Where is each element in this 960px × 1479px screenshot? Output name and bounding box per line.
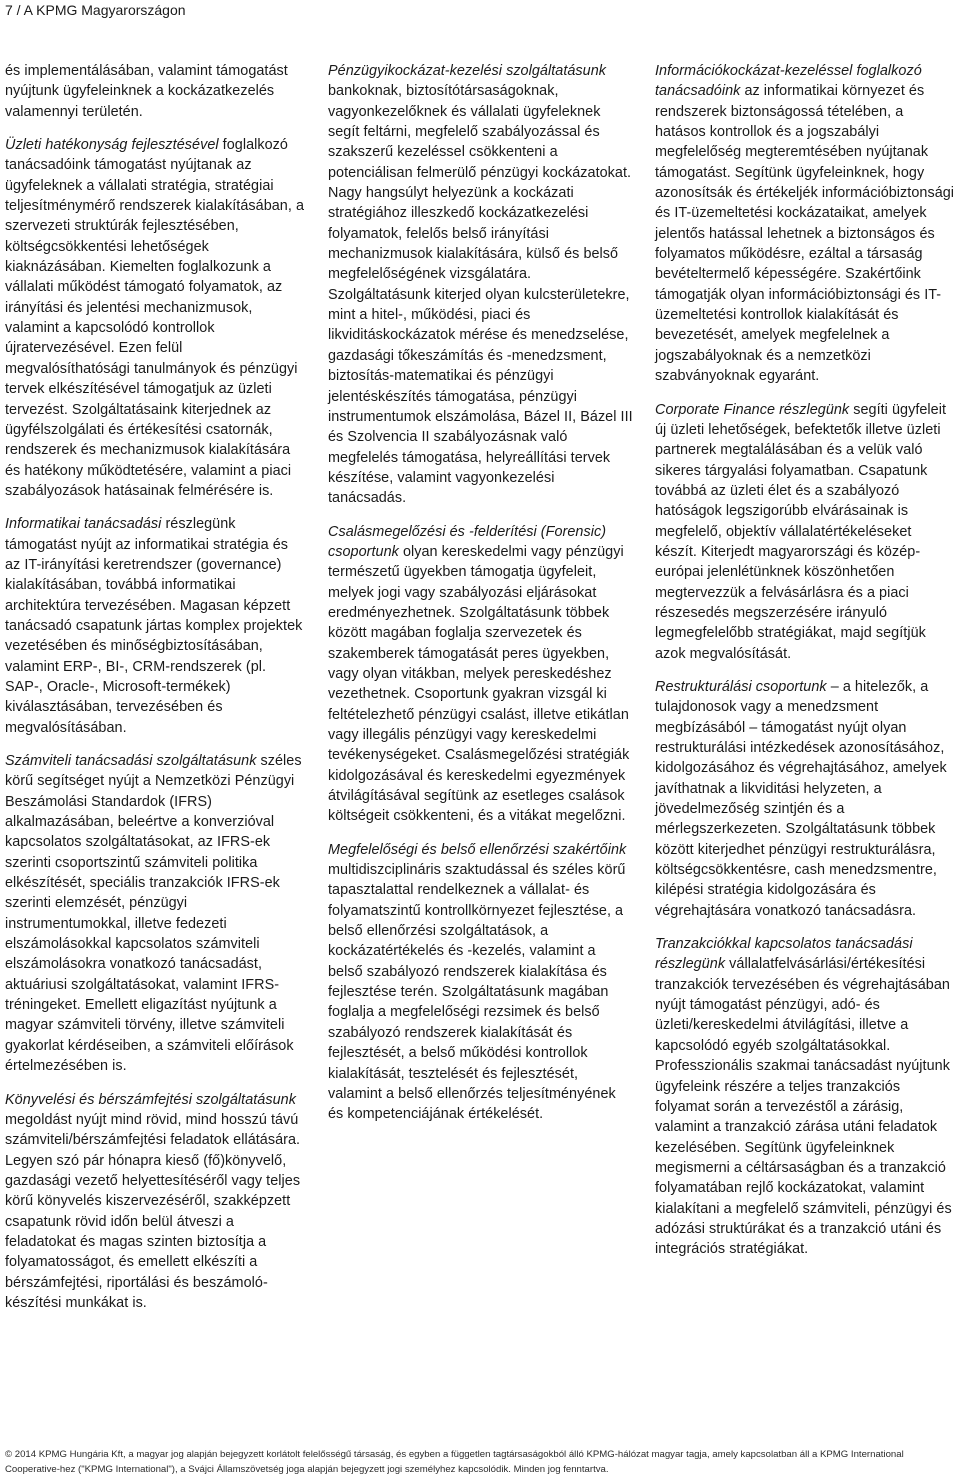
paragraph-text: vállalatfelvásárlási/értékesítési tranzakciók tervezésében és végrehajtásában nyújt támogatást pénzügyi, adó- és üzleti/kereskedelmi átvilágítási, illetve a kapcsolódó egyéb szolgáltatásokkal. Professzionális szakmai tanácsadást nyújtunk ügyfeleink részére a teljes tranzakciós folyamat során a tervezéstől a zárásig, valamint a tranzakció zárása utáni feladatok kezelésében. Segítünk ügyfeleinknek megismerni a céltársaságban és a tranzakció folyamatában rejlő kockázatokat, valamint kialakítani a megfelelő számviteli, pénzügyi és adózási struktúrákat és a tranzakció utáni és integrációs stratégiákat.: [655, 956, 952, 1258]
text-column-middle: [328, 61, 633, 1138]
section-heading-bookkeeping-payroll: Könyvelési és bérszámfejtési szolgáltatásunk: [5, 1091, 296, 1108]
copyright-footer: © 2014 KPMG Hungária Kft, a magyar jog alapján bejegyzett korlátolt felelősségű társaság, és egyben a független tagtársaságokból álló KPMG-hálózat magyar tagja, amely kapcsolatban áll a KPMG International Cooperative-hez ("KPMG International"), a Svájci Államszövetség joga alapján bejegyzett jogi személyhez kapcsolódik. Minden jog fenntartva.: [5, 1449, 904, 1475]
paragraph-restructuring: [655, 677, 955, 921]
paragraph-transactions: [655, 934, 955, 1260]
paragraph-text: – a hitelezők, a tulajdonosok vagy a menedzsment megbízásából – támogatást nyújt olyan restrukturálási intézkedések azonosításához, kidolgozásához és végrehajtásához, amelyek javíthatnak a likviditási helyzeten, a jövedelmezőség szintjén és a mérlegszerkezeten. Szolgáltatásunk többek között kiterjedhet pénzügyi restrukturálásra, költségcsökkentésre, cash menedzsmentre, kilépési stratégia kidolgozására és végrehajtására vonatkozó tanácsadásra.: [655, 678, 947, 919]
section-heading-it-advisory: Informatikai tanácsadási: [5, 516, 162, 533]
paragraph-it-advisory: [5, 514, 305, 738]
paragraph-text: széles körű segítséget nyújt a Nemzetközi Pénzügyi Beszámolási Standardok (IFRS) alkalmazásában, beleértve a konverzióval kapcsolatos szolgáltatásokat, az IFRS-ek szerinti csoportszintű számviteli politika elkészítését, speciális tranzakciók IFRS-ek szerinti elemzését, pénzügyi instrumentumokkal, illetve fedezeti elszámolásokkal kapcsolatos számviteli elszámolásokra vonatkozó tanácsadást, aktuáriusi szolgáltatásokat, valamint IFRS-tréningeket. Emellett eligazítást nyújtunk a magyar számviteli törvény, illetve számviteli gyakorlat kérdéseiben, a számviteli előírások értelmezésében is.: [5, 753, 302, 1075]
section-heading-transactions: Tranzakciókkal kapcsolatos tanácsadási részlegünk: [655, 936, 913, 973]
paragraph-text: bankoknak, biztosítótársaságoknak, vagyonkezelőknek és vállalati ügyfeleknek segít feltárni, megfelelő szabályozással és szakszerű kezeléssel csökkenteni a potenciálisan felmerülő pénzügyi kockázatokat. Nagy hangsúlyt helyezünk a kockázati stratégiához illeszkedő kockázatkezelési folyamatok, felelős belső irányítási mechanizmusok kialakítására, külső és belső megfelelőségének vizsgálatára. Szolgáltatásunk kiterjed olyan kulcsterületekre, mint a hitel-, működési, piaci és likviditáskockázatok mérése és menedzselése, gazdasági tőkeszámítás és -menedzsment, biztosítás-matematikai és pénzügyi jelentéskészítés támogatása, pénzügyi instrumentumok elszámolása, Bázel II, Bázel III és Szolvencia II szabályozásnak való megfelelés támogatása, helyreállítási tervek készítése, valamint vagyonkezelési tanácsadás.: [328, 83, 633, 507]
paragraph-text: az informatikai környezet és rendszerek biztonságossá tételében, a hatásos kontrollok és a jogszabályi megfelelőség megteremtésében nyújtanak támogatást. Segítünk ügyfeleinknek, hogy azonosítsák és értékeljék információbiztonsági és IT-üzemeltetési kockázataikat, amelyek jelentős hatással lehetnek a biztonságos és folyamatos működésre, ezáltal a társaság bevételtermelő képességére. Szakértőink támogatják olyan információbiztonsági és IT-üzemeltetési kontrollok kialakítását és bevezetését, amelyek megfelelnek a jogszabályoknak és a nemzetközi szabványoknak egyaránt.: [655, 83, 955, 385]
paragraph-text: foglalkozó tanácsadóink támogatást nyújtanak az ügyfeleknek a vállalati stratégia, stratégiai teljesítménymérő rendszerek kialakításában, a szervezeti struktúrák fejlesztésében, költségcsökkentési lehetőségek kiaknázásában. Kiemelten foglalkozunk a vállalati működést támogató folyamatok, az irányítási és jelentési mechanizmusok, valamint a kapcsolódó kontrollok újratervezésével. Ezen felül megvalósíthatósági tanulmányok és pénzügyi tervek elkészítésével támogatjuk az üzleti tervezést. Szolgáltatásaink kiterjednek az ügyfélszolgálati és értékesítési csatornák, rendszerek és mechanizmusok kialakítására és hatékony működtetésére, valamint a piaci szabályozások hatásainak felmérésére is.: [5, 137, 305, 499]
paragraph-corporate-finance: [655, 400, 955, 664]
section-heading-restructuring: Restrukturálási csoportunk: [655, 678, 827, 695]
paragraph-accounting-advisory: [5, 751, 305, 1077]
paragraph-text: segíti ügyfeleit új üzleti lehetőségek, befektetők illetve üzleti partnerek megtalálásában és a velük való sikeres tárgyalási folyamatban. Csapatunk továbbá az üzleti élet és a szabályozó hatóságok legszigorúbb elvárásainak is megfelelő, objektív vállalatértékeléseket készít. Kiterjedt magyarországi és közép-európai jelenlétünknek köszönhetően megtervezzük a felvásárlásra és a piaci részesedés megszerzésére irányuló legmegfelelőbb stratégiákat, majd segítjük azok megvalósítását.: [655, 401, 947, 662]
paragraph-text: olyan kereskedelmi vagy pénzügyi természetű ügyekben támogatja ügyfeleit, melyek jogi vagy szabályozási eljárásokat eredményezhetnek. Szolgáltatásunk többek között magában foglalja szervezetek és szakemberek támogatását peres ügyekben, vagy olyan vitákban, melyek pereskedéshez vezethetnek. Csoportunk gyakran vizsgál ki feltételezhető pénzügyi csalást, illetve etikátlan vagy illegális pénzügyi vagy kereskedelmi tevékenységeket. Csalásmegelőzési stratégiák kidolgozásával és kereskedelmi egyezmények átvilágításával segítünk az esetleges csalások költségeit csökkenteni, és a vitákat megelőzni.: [328, 543, 630, 825]
paragraph-compliance-audit: [328, 840, 633, 1125]
paragraph-text: részlegünk támogatást nyújt az informatikai stratégia és az IT-irányítási keretrendszer (governance) kialakításában, továbbá informatikai architektúra tervezésében. Magasan képzett tanácsadó csapatunk jártas komplex projektek vezetésében és minőségbiztosításában, valamint ERP-, BI-, CRM-rendszerek (pl. SAP-, Oracle-, Microsoft-termékek) kiválasztásában, tervezésében és megvalósításában.: [5, 516, 303, 736]
page-header: 7 / A KPMG Magyarországon: [5, 2, 186, 18]
paragraph-financial-risk: [328, 61, 633, 509]
section-heading-forensic: Csalásmegelőzési és -felderítési (Forensic) csoportunk: [328, 523, 607, 560]
paragraph-text: megoldást nyújt mind rövid, mind hosszú távú számviteli/bérszámfejtési feladatok ellátására. Legyen szó pár hónapra kieső (fő)könyvelő, gazdasági vezető helyettesítéséről vagy teljes körű könyvelés kiszervezéséről, szakképzett csapatunk rövid időn belül átveszi a feladatokat és magas szinten biztosítja a folyamatosságot, és emellett elkészíti a bérszámfejtési, riportálási és beszámoló-készítési munkákat is.: [5, 1111, 301, 1311]
paragraph-information-risk: [655, 61, 955, 387]
text-column-right: [655, 61, 955, 1273]
section-heading-business-efficiency: Üzleti hatékonyság fejlesztésével: [5, 137, 219, 154]
paragraph-bookkeeping-payroll: [5, 1090, 305, 1314]
section-heading-accounting-advisory: Számviteli tanácsadási szolgáltatásunk: [5, 753, 257, 769]
section-heading-corporate-finance: Corporate Finance részlegünk: [655, 401, 850, 418]
section-heading-compliance-audit: Megfelelőségi és belső ellenőrzési szakértőink: [328, 841, 627, 858]
paragraph-business-efficiency: [5, 135, 305, 501]
paragraph-risk-continued: és implementálásában, valamint támogatást nyújtunk ügyfeleinknek a kockázatkezelés valamennyi területén.: [5, 63, 288, 120]
section-heading-financial-risk: Pénzügyikockázat-kezelési szolgáltatásunk: [328, 63, 607, 79]
section-heading-information-risk: Információkockázat-kezeléssel foglalkozó tanácsadóink: [655, 63, 922, 100]
paragraph-forensic: [328, 522, 633, 827]
text-column-left: [5, 61, 305, 1326]
paragraph-text: multidiszciplináris szaktudással és széles körű tapasztalattal rendelkeznek a vállalat- és folyamatszintű kontrollkörnyezet fejlesztése, a belső ellenőrzési szolgáltatások, a kockázatértékelés és -kezelés, valamint a belső szabályozó rendszerek kialakítása és fejlesztése terén. Szolgáltatásunk magában foglalja a megfelelőségi rezsimek és belső szabályozó rendszerek kialakítását és fejlesztését, a belső működési kontrollok kialakítását, tesztelését és fejlesztését, valamint a belső ellenőrzés teljesítményének és kompetenciájának értékelését.: [328, 862, 626, 1123]
